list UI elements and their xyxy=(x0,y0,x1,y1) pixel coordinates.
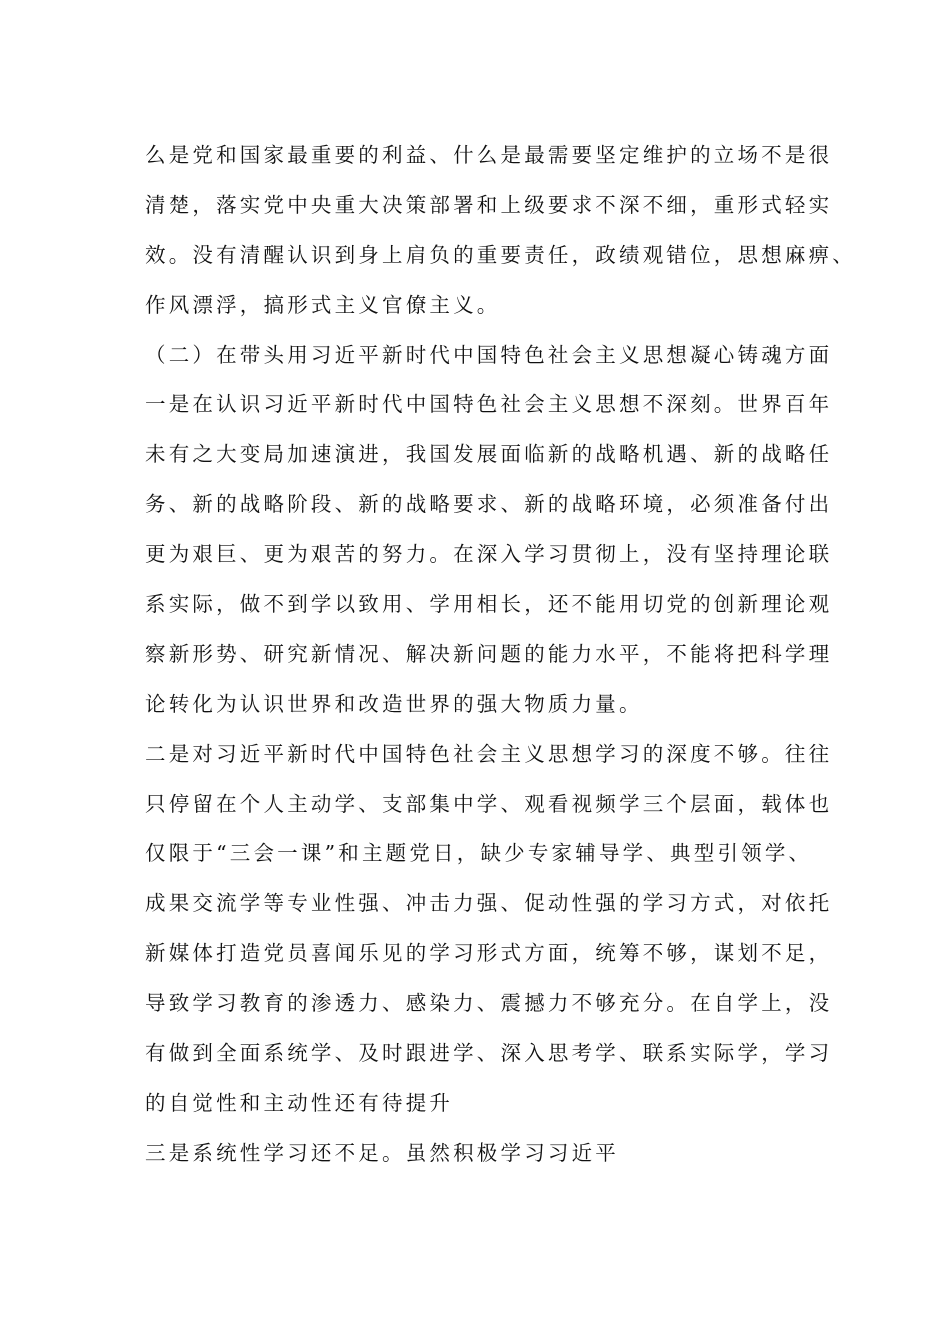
text-line: 作风漂浮，搞形式主义官僚主义。 xyxy=(145,292,501,317)
text-line: 导致学习教育的渗透力、感染力、震撼力不够充分。在自学上，没 xyxy=(145,991,833,1016)
text-line: 清楚，落实党中央重大决策部署和上级要求不深不细，重形式轻实 xyxy=(145,192,833,217)
text-line: 有做到全面系统学、及时跟进学、深入思考学、联系实际学，学习 xyxy=(145,1041,833,1066)
text-line: 未有之大变局加速演进，我国发展面临新的战略机遇、新的战略任 xyxy=(145,442,833,467)
text-line: 新媒体打造党员喜闻乐见的学习形式方面，统筹不够，谋划不足， xyxy=(145,941,833,966)
text-line: 务、新的战略阶段、新的战略要求、新的战略环境，必须准备付出 xyxy=(145,492,833,517)
text-line: 只停留在个人主动学、支部集中学、观看视频学三个层面，载体也 xyxy=(145,791,833,816)
text-line: 论转化为认识世界和改造世界的强大物质力量。 xyxy=(145,691,643,716)
text-line: 效。没有清醒认识到身上肩负的重要责任，政绩观错位，思想麻痹、 xyxy=(145,242,856,267)
document-body xyxy=(145,131,856,1179)
text-line: 二是对习近平新时代中国特色社会主义思想学习的深度不够。往往 xyxy=(145,741,833,766)
text-line: 仅限于“三会一课”和主题党日，缺少专家辅导学、典型引领学、 xyxy=(145,841,813,866)
text-line: 成果交流学等专业性强、冲击力强、促动性强的学习方式，对依托 xyxy=(145,891,833,916)
text-line: 系实际，做不到学以致用、学用相长，还不能用切党的创新理论观 xyxy=(145,592,833,617)
text-line: 么是党和国家最重要的利益、什么是最需要坚定维护的立场不是很 xyxy=(145,143,833,167)
text-line: 三是系统性学习还不足。虽然积极学习习近平 xyxy=(145,1140,619,1165)
text-line: 察新形势、研究新情况、解决新问题的能力水平，不能将把科学理 xyxy=(145,641,833,666)
text-line: 一是在认识习近平新时代中国特色社会主义思想不深刻。世界百年 xyxy=(145,392,833,417)
text-line: 更为艰巨、更为艰苦的努力。在深入学习贯彻上，没有坚持理论联 xyxy=(145,542,833,567)
section-heading: （二）在带头用习近平新时代中国特色社会主义思想凝心铸魂方面 xyxy=(145,342,833,367)
text-line: 的自觉性和主动性还有待提升 xyxy=(145,1090,454,1115)
